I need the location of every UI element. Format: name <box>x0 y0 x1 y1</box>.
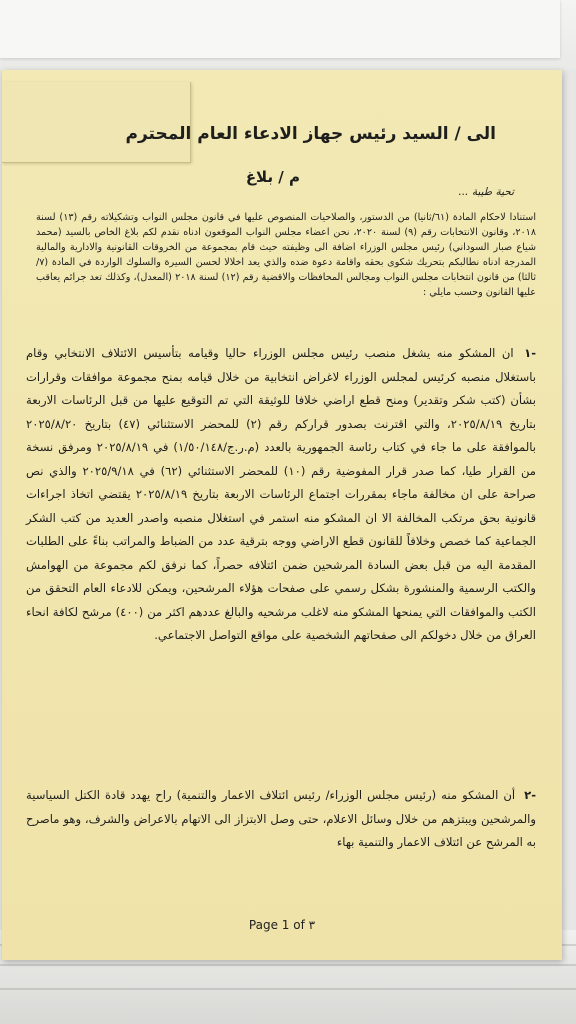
complaint-item-1 <box>26 342 536 648</box>
sheet-edge-line <box>0 988 576 990</box>
intro-paragraph <box>36 210 536 300</box>
recipient-heading: الى / السيد رئيس جهاز الادعاء العام المحترم <box>125 124 496 144</box>
folded-paper-tab <box>2 82 191 163</box>
greeting-line: تحية طيبة ... <box>458 186 514 198</box>
sheet-edge-line <box>0 964 576 966</box>
intro-text: استنادا لاحكام المادة (٦١/ثانيا) من الدستور، والصلاحيات المنصوص عليها في قانون مجلس النواب وتشكيلاته رقم (١٣) لسنة ٢٠١٨، وقانون الانتخابات رقم (٩) لسنة ٢٠٢٠، نحن اعضاء مجلس النواب الموقعون ادناه نقدم لكم بلاغ الخاص بالسيد (محمد شياع صبار السوداني) رئيس مجلس الوزراء اضافة الى وظيفته حيث قام بمجموعة من الخروقات القانونية والادارية والمالية المدرجة ادناه نطالبكم بتحريك شكوى بحقه واقامة دعوة ضده والذي يعد اخلالا لحسن السيرة والسلوك الواردة في المادة (٧/ثالثا) من قانون انتخابات مجلس النواب ومجالس المحافظات والاقضية رقم (١٢) لسنة ٢٠١٨ (المعدل)، وكذلك تعد جرائم يعاقب عليها القانون وحسب مايلي : <box>36 212 536 298</box>
item-text: أن المشكو منه (رئيس مجلس الوزراء/ رئيس ائتلاف الاعمار والتنمية) راح يهدد قادة الكتل السياسية والمرشحين ويبتزهم من خلال وسائل الاعلام، حتى وصل الابتزاز الى الاتهام بالاعراض والشرف، وهو ماصرح به المرشح عن ائتلاف الاعمار والتنمية بهاء <box>26 788 536 849</box>
item-number: -٢ <box>524 788 537 802</box>
page-number-footer: Page 1 of ٣ <box>248 918 316 932</box>
document-page <box>2 70 562 960</box>
subject-heading: م / بلاغ <box>245 168 300 186</box>
complaint-item-2 <box>26 784 536 855</box>
item-text: ان المشكو منه يشغل منصب رئيس مجلس الوزراء حاليا وقيامه بتأسيس الائتلاف الانتخابي وقام باستغلال منصبه كرئيس لمجلس الوزراء لاغراض انتخابية من خلال قيامه بمنح مجموعة موافقات وقرارات بشأن (كتب شكر وتقدير) ومنح قطع اراضي خلافا للوثيقة التي تم التوقيع عليها من قبل الرئاسات الاربعة بتاريخ ٢٠٢٥/٨/١٩، والتي اقترنت بصدور قراركم رقم (٢) للمحضر الاستثنائي (٤٧) بتاريخ ٢٠٢٥/٨/٢٠ بالموافقة على ما جاء في كتاب رئاسة الجمهورية بالعدد (م.ر.ج/١/٥٠/١٤٨) في ٢٠٢٥/٨/١٩ ومرفق نسخة من القرار طيا، كما صدر قرار المفوضية رقم (١٠) للمحضر الاستثنائي (٦٢) في ٢٠٢٥/٩/١٨ والذي نص صراحة على ان مخالفة ماجاء بمقررات اجتماع الرئاسات الاربعة بتاريخ ٢٠٢٥/٨/١٩ يقتضي اتخاذ اجراءات قانونية بحق مرتكب المخالفة الا ان المشكو منه استمر في استغلال منصبه واصدر العديد من كتب الشكر الجماعية كما خصص وخلافاً للقانون قطع الاراضي ووجه بترقية عدد من الضباط والمراتب بناءً على الطلبات المقدمة اليه من قبل بعض السادة المرشحين ضمن ائتلافه حصراً، كما نرفق لكم مجموعة من الهوامش والكتب الرسمية والمنشورة بشكل رسمي على صفحات هؤلاء المرشحين، ويمكن للادعاء العام التحقق من الكتب والموافقات التي يمنحها المشكو منه لاغلب مرشحيه والبالغ عددهم اكثر من (٤٠٠) مرشح لكافة انحاء العراق من خلال دخولكم الى صفحاتهم الشخصية على مواقع التواصل الاجتماعي. <box>26 346 536 642</box>
item-number: -١ <box>524 346 536 360</box>
underlying-sheet <box>0 0 560 58</box>
